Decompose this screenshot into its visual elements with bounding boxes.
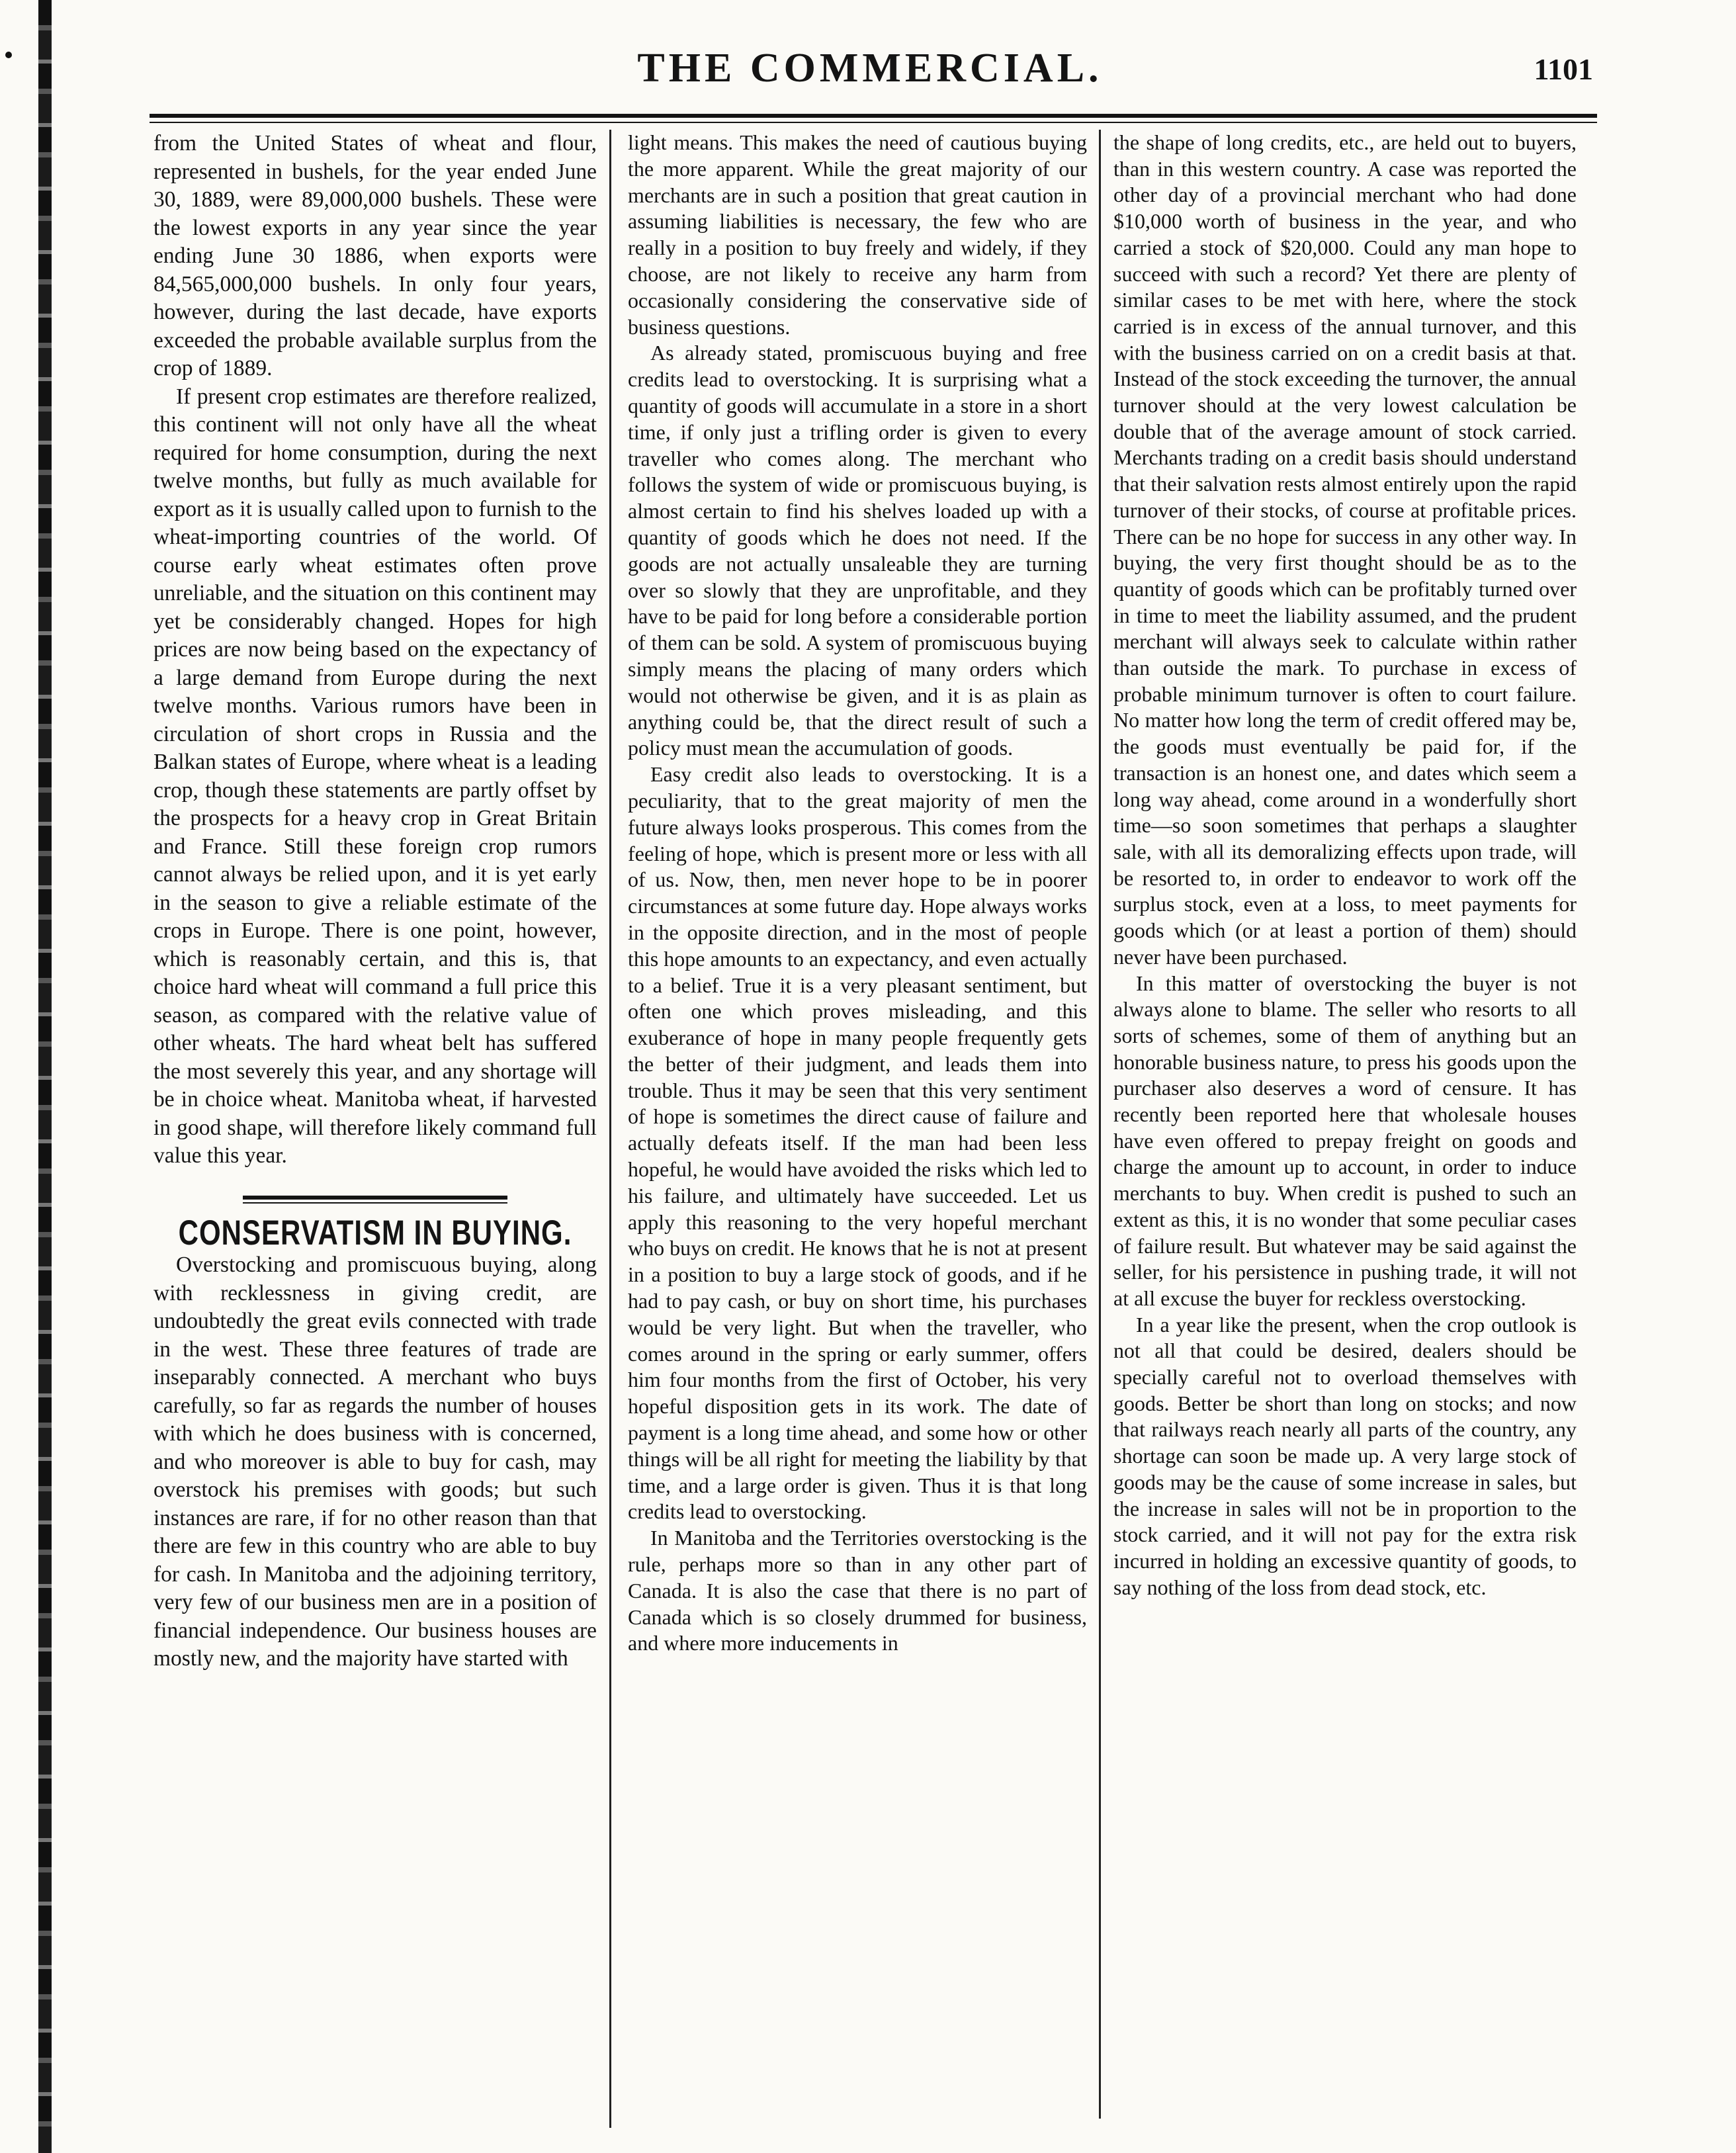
paragraph: the shape of long credits, etc., are held out to buyers, than in this western country. A case was reported the other day of a provincial merchant who had done $10,000 worth of business in the year, and who carried a stock of $20,000. Could any man hope to succeed with such a record? Yet there are plenty of similar cases to be met with here, where the stock carried is in excess of the annual turnover, and this with the business carried on on a credit basis at that. Instead of the stock exceeding the turnover, the annual turnover should at the very lowest calculation be double that of the average amount of stock carried. Merchants trading on a credit basis should understand that their salvation rests almost entirely upon the rapid turnover of their stocks, of course at profitable prices. There can be no hope for success in any other way. In buying, the very first thought should be as to the quantity of goods which can be profitably turned over in time to meet the liability assumed, and the prudent merchant will always seek to calculate within rather than outside the mark. To purchase in excess of probable minimum turnover is often to court failure. No matter how long the term of credit offered may be, the goods must eventually be paid for, if the transaction is an honest one, and dates which seem a long way ahead, come around in a wonderfully short time—so soon sometimes that perhaps a slaughter sale, with all its demoralizing effects upon trade, will be resorted to, in order to endeavor to work off the surplus stock, even at a loss, to meet payments for goods which (or at least a portion of them) should never have been purchased. <box>1113 130 1577 969</box>
page-number: 1101 <box>1534 52 1593 86</box>
article-column-3 <box>1113 130 1577 1601</box>
paragraph: from the United States of wheat and flour, represented in bushels, for the year ended June 30, 1889, were 89,000,000 bushels. These were the lowest exports in any year since the year ending June 30 1886, when exports were 84,565,000,000 bushels. In only four years, however, during the last decade, have exports exceeded the probable available surplus from the crop of 1889. <box>153 131 597 380</box>
article-column-2 <box>628 130 1087 1657</box>
paragraph: In Manitoba and the Territories overstocking is the rule, perhaps more so than in any other part of Canada. It is also the case that there is no part of Canada which is so closely drummed for business, and where more inducements in <box>628 1526 1087 1655</box>
paragraph: Easy credit also leads to overstocking. It is a peculiarity, that to the great majority of men the future always looks prosperous. This comes from the feeling of hope, which is present more or less with all of us. Now, then, men never hope to be in poorer circumstances at some future day. Hope always works in the opposite direction, and in the most of people this hope amounts to an expectancy, and even actually to a belief. True it is a very pleasant sentiment, but often one which proves misleading, and this exuberance of hope in many people frequently gets the better of their judgment, and leads them into trouble. Thus it may be seen that this very sentiment of hope is sometimes the direct cause of failure and actually defeats itself. If the man had been less hopeful, he would have avoided the risks which led to his failure, and ultimately have succeeded. Let us apply this reasoning to the very hopeful merchant who buys on credit. He knows that he is not at present in a position to buy a large stock of goods, and if he had to pay cash, or buy on short time, his purchases would be very light. But when the traveller, who comes around in the spring or early summer, offers him four months from the first of October, his very hopeful disposition gets in its work. The date of payment is a long time ahead, and some how or other things will be all right for meeting the liability by that time, and a large order is given. Thus it is that long credits lead to overstocking. <box>628 762 1087 1524</box>
paragraph: In a year like the present, when the crop outlook is not all that could be desired, dealers should be specially careful not to overload themselves with goods. Better be short than long on stocks; and now that railways reach nearly all parts of the country, any shortage can soon be made up. A very large stock of goods may be the cause of some increase in sales, but the increase in sales will not be in proportion to the stock carried, and it will not pay for the extra risk incurred in holding an excessive quantity of goods, to say nothing of the loss from dead stock, etc. <box>1113 1312 1577 1599</box>
column-divider-left <box>609 130 611 2128</box>
paragraph: light means. This makes the need of cautious buying the more apparent. While the great majority of our merchants are in such a position that great caution in assuming liabilities is necessary, the few who are really in a position to buy freely and widely, if they choose, are not likely to receive any harm from occasionally considering the conservative side of business questions. <box>628 130 1087 339</box>
paragraph: As already stated, promiscuous buying and free credits lead to overstocking. It is surprising what a quantity of goods will accumulate in a store in a short time, if only just a trifling order is given to every traveller who comes along. The merchant who follows the system of wide or promiscuous buying, is almost certain to find his shelves loaded up with a quantity of goods which he does not need. If the goods are not actually unsaleable they are turning over so slowly that they are unprofitable, and they have to be paid for long before a considerable portion of them can be sold. A system of promiscuous buying simply means the placing of many orders which would not otherwise be given, and it is as plain as anything could be, that the direct result of such a policy must mean the accumulation of goods. <box>628 341 1087 760</box>
article-column-1 <box>153 130 597 1673</box>
margin-mark <box>5 52 12 58</box>
masthead-title: THE COMMERCIAL. <box>637 46 1103 91</box>
paragraph: If present crop estimates are therefore realized, this continent will not only have all the wheat required for home consumption, during the next twelve months, but fully as much available for export as it is usually called upon to furnish to the wheat-importing countries of the world. Of course early wheat estimates often prove unreliable, and the situation on this continent may yet be considerably changed. Hopes for high prices are now being based on the expectancy of a large demand from Europe during the next twelve months. Various rumors have been in circulation of short crops in Russia and the Balkan states of Europe, where wheat is a leading crop, though these statements are partly offset by the prospects for a heavy crop in Great Britain and France. Still these foreign crop rumors cannot always be relied upon, and it is yet early in the season to give a reliable estimate of the crops in Europe. There is one point, however, which is reasonably certain, and this is, that choice hard wheat will command a full price this season, as compared with the relative value of other wheats. The hard wheat belt has suffered the most severely this year, and any shortage will be in choice wheat. Manitoba wheat, if harvested in good shape, will therefore likely command full value this year. <box>153 384 597 1168</box>
paragraph: Overstocking and promiscuous buying, along with recklessness in giving credit, are undoubtedly the great evils connected with trade in the west. These three features of trade are inseparably connected. A merchant who buys carefully, so far as regards the number of houses with which he does business with is concerned, and who moreover is able to buy for cash, may overstock his premises with goods; but such instances are rare, if for no other reason than that there are few in this country who are able to buy for cash. In Manitoba and the adjoining territory, very few of our business men are in a position of financial independence. Our business houses are mostly new, and the majority have started with <box>153 1252 597 1671</box>
paragraph: In this matter of overstocking the buyer is not always alone to blame. The seller who resorts to all sorts of schemes, some of them of anything but an honorable business nature, to press his goods upon the purchaser also deserves a word of censure. It has recently been reported here that wholesale houses have even offered to prepay freight on goods and charge the amount up to account, in order to induce merchants to buy. When credit is pushed to such an extent as this, it is no wonder that some peculiar cases of failure result. But whatever may be said against the seller, for his persistence in pushing trade, it will not at all excuse the buyer for reckless overstocking. <box>1113 971 1577 1310</box>
column-divider-right <box>1099 130 1101 2119</box>
header-rule-thick <box>150 114 1597 118</box>
book-binding-edge <box>38 0 52 2153</box>
section-heading: CONSERVATISM IN BUYING. <box>178 1212 572 1252</box>
header-rule-thin <box>150 122 1597 123</box>
section-divider <box>243 1196 507 1204</box>
